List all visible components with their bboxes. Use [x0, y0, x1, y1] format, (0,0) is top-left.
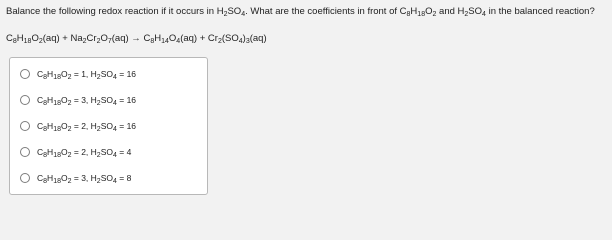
answer-choices-panel [9, 57, 208, 195]
option-text: SO [100, 69, 113, 79]
option-text: = 2, H [71, 147, 97, 157]
answer-option-3[interactable] [20, 118, 136, 134]
option-text: C [37, 147, 44, 157]
question-text: SO [227, 6, 242, 17]
question-text: in the balanced reaction? [485, 6, 595, 17]
option-text: = 8 [116, 173, 132, 183]
equation-subscript: 2 [38, 38, 43, 45]
question-subscript: 18 [417, 11, 426, 18]
option-subscript: 2 [96, 178, 101, 185]
option-text: O [60, 121, 68, 131]
option-subscript: 2 [67, 74, 72, 81]
option-subscript: 2 [67, 152, 72, 159]
radio-button-icon[interactable] [20, 147, 30, 157]
option-text: = 16 [116, 95, 137, 105]
question-subscript: 2 [464, 11, 469, 18]
equation-text: (aq) + Na [42, 33, 83, 44]
radio-button-icon[interactable] [20, 95, 30, 105]
option-text: H [47, 147, 54, 157]
option-text: = 3, H [71, 173, 97, 183]
question-subscript: 2 [223, 11, 228, 18]
question-text: Balance the following redox reaction if it occurs in H [6, 6, 224, 17]
equation-text: (aq) → C [111, 33, 151, 44]
question-text: H [410, 6, 418, 17]
option-subscript: 2 [96, 74, 101, 81]
answer-option-label [37, 69, 136, 79]
option-text: H [47, 173, 54, 183]
equation-subscript: 8 [150, 38, 155, 45]
answer-option-4[interactable] [20, 144, 131, 160]
answer-option-label [37, 173, 131, 183]
option-subscript: 8 [43, 74, 48, 81]
equation-subscript: 7 [107, 38, 112, 45]
radio-button-icon[interactable] [20, 173, 30, 183]
equation-subscript: 8 [12, 38, 17, 45]
option-subscript: 18 [53, 178, 61, 185]
equation-subscript: 2 [96, 38, 101, 45]
option-text: = 4 [116, 147, 132, 157]
option-subscript: 8 [43, 178, 48, 185]
equation-subscript: 2 [217, 38, 222, 45]
option-subscript: 2 [96, 152, 101, 159]
option-subscript: 4 [112, 178, 117, 185]
question-text: O [425, 6, 433, 17]
option-subscript: 18 [53, 152, 61, 159]
option-subscript: 8 [43, 126, 48, 133]
question-subscript: 4 [482, 11, 486, 18]
radio-button-icon[interactable] [20, 69, 30, 79]
equation-subscript: 4 [238, 38, 243, 45]
answer-option-label [37, 121, 136, 131]
option-text: = 16 [116, 69, 137, 79]
question-text: SO [468, 6, 483, 17]
equation-text: O [31, 33, 39, 44]
question-text [6, 6, 595, 18]
option-text: H [47, 69, 54, 79]
option-subscript: 18 [53, 126, 61, 133]
option-subscript: 18 [53, 100, 61, 107]
answer-option-1[interactable] [20, 66, 136, 82]
option-subscript: 2 [67, 126, 72, 133]
option-text: O [60, 147, 68, 157]
option-text: = 2, H [71, 121, 97, 131]
option-text: H [47, 121, 54, 131]
option-text: C [37, 173, 44, 183]
option-text: = 1, H [71, 69, 97, 79]
option-text: SO [100, 147, 113, 157]
option-subscript: 4 [112, 100, 117, 107]
option-subscript: 2 [96, 126, 101, 133]
answer-option-2[interactable] [20, 92, 136, 108]
option-subscript: 18 [53, 74, 61, 81]
question-subscript: 4 [241, 11, 246, 18]
equation-text: (aq) [249, 33, 267, 44]
option-text: H [47, 95, 54, 105]
option-text: O [60, 95, 68, 105]
equation-text: Cr [86, 33, 97, 44]
equation-text: (SO [221, 33, 239, 44]
option-text: SO [100, 121, 113, 131]
option-subscript: 2 [96, 100, 101, 107]
equation-subscript: 14 [161, 38, 169, 45]
option-text: O [60, 69, 68, 79]
option-subscript: 2 [67, 100, 72, 107]
equation-subscript: 4 [176, 38, 181, 45]
option-subscript: 2 [67, 178, 72, 185]
question-text: . What are the coefficients in front of C [245, 6, 407, 17]
equation-subscript: 2 [82, 38, 87, 45]
option-text: SO [100, 95, 113, 105]
equation-text: H [154, 33, 162, 44]
equation-text: ) [242, 33, 246, 44]
question-subscript: 8 [406, 11, 411, 18]
equation-subscript: 3 [245, 38, 250, 45]
equation-text: C [6, 33, 13, 44]
answer-option-5[interactable] [20, 170, 131, 186]
option-text: SO [100, 173, 113, 183]
answer-option-label [37, 95, 136, 105]
equation-subscript: 18 [23, 38, 32, 45]
option-text: O [60, 173, 68, 183]
option-subscript: 8 [43, 100, 48, 107]
reaction-equation [6, 33, 267, 45]
answer-option-label [37, 147, 131, 157]
equation-text: O [168, 33, 177, 44]
equation-text: H [16, 33, 24, 44]
option-subscript: 4 [112, 74, 117, 81]
question-subscript: 2 [432, 11, 437, 18]
option-text: C [37, 121, 44, 131]
equation-text: O [100, 33, 108, 44]
option-subscript: 8 [43, 152, 48, 159]
option-text: = 16 [116, 121, 137, 131]
equation-text: (aq) + Cr [180, 33, 218, 44]
radio-button-icon[interactable] [20, 121, 30, 131]
option-text: C [37, 95, 44, 105]
option-text: = 3, H [71, 95, 97, 105]
option-subscript: 4 [112, 126, 117, 133]
option-text: C [37, 69, 44, 79]
question-text: and H [436, 6, 465, 17]
option-subscript: 4 [112, 152, 117, 159]
